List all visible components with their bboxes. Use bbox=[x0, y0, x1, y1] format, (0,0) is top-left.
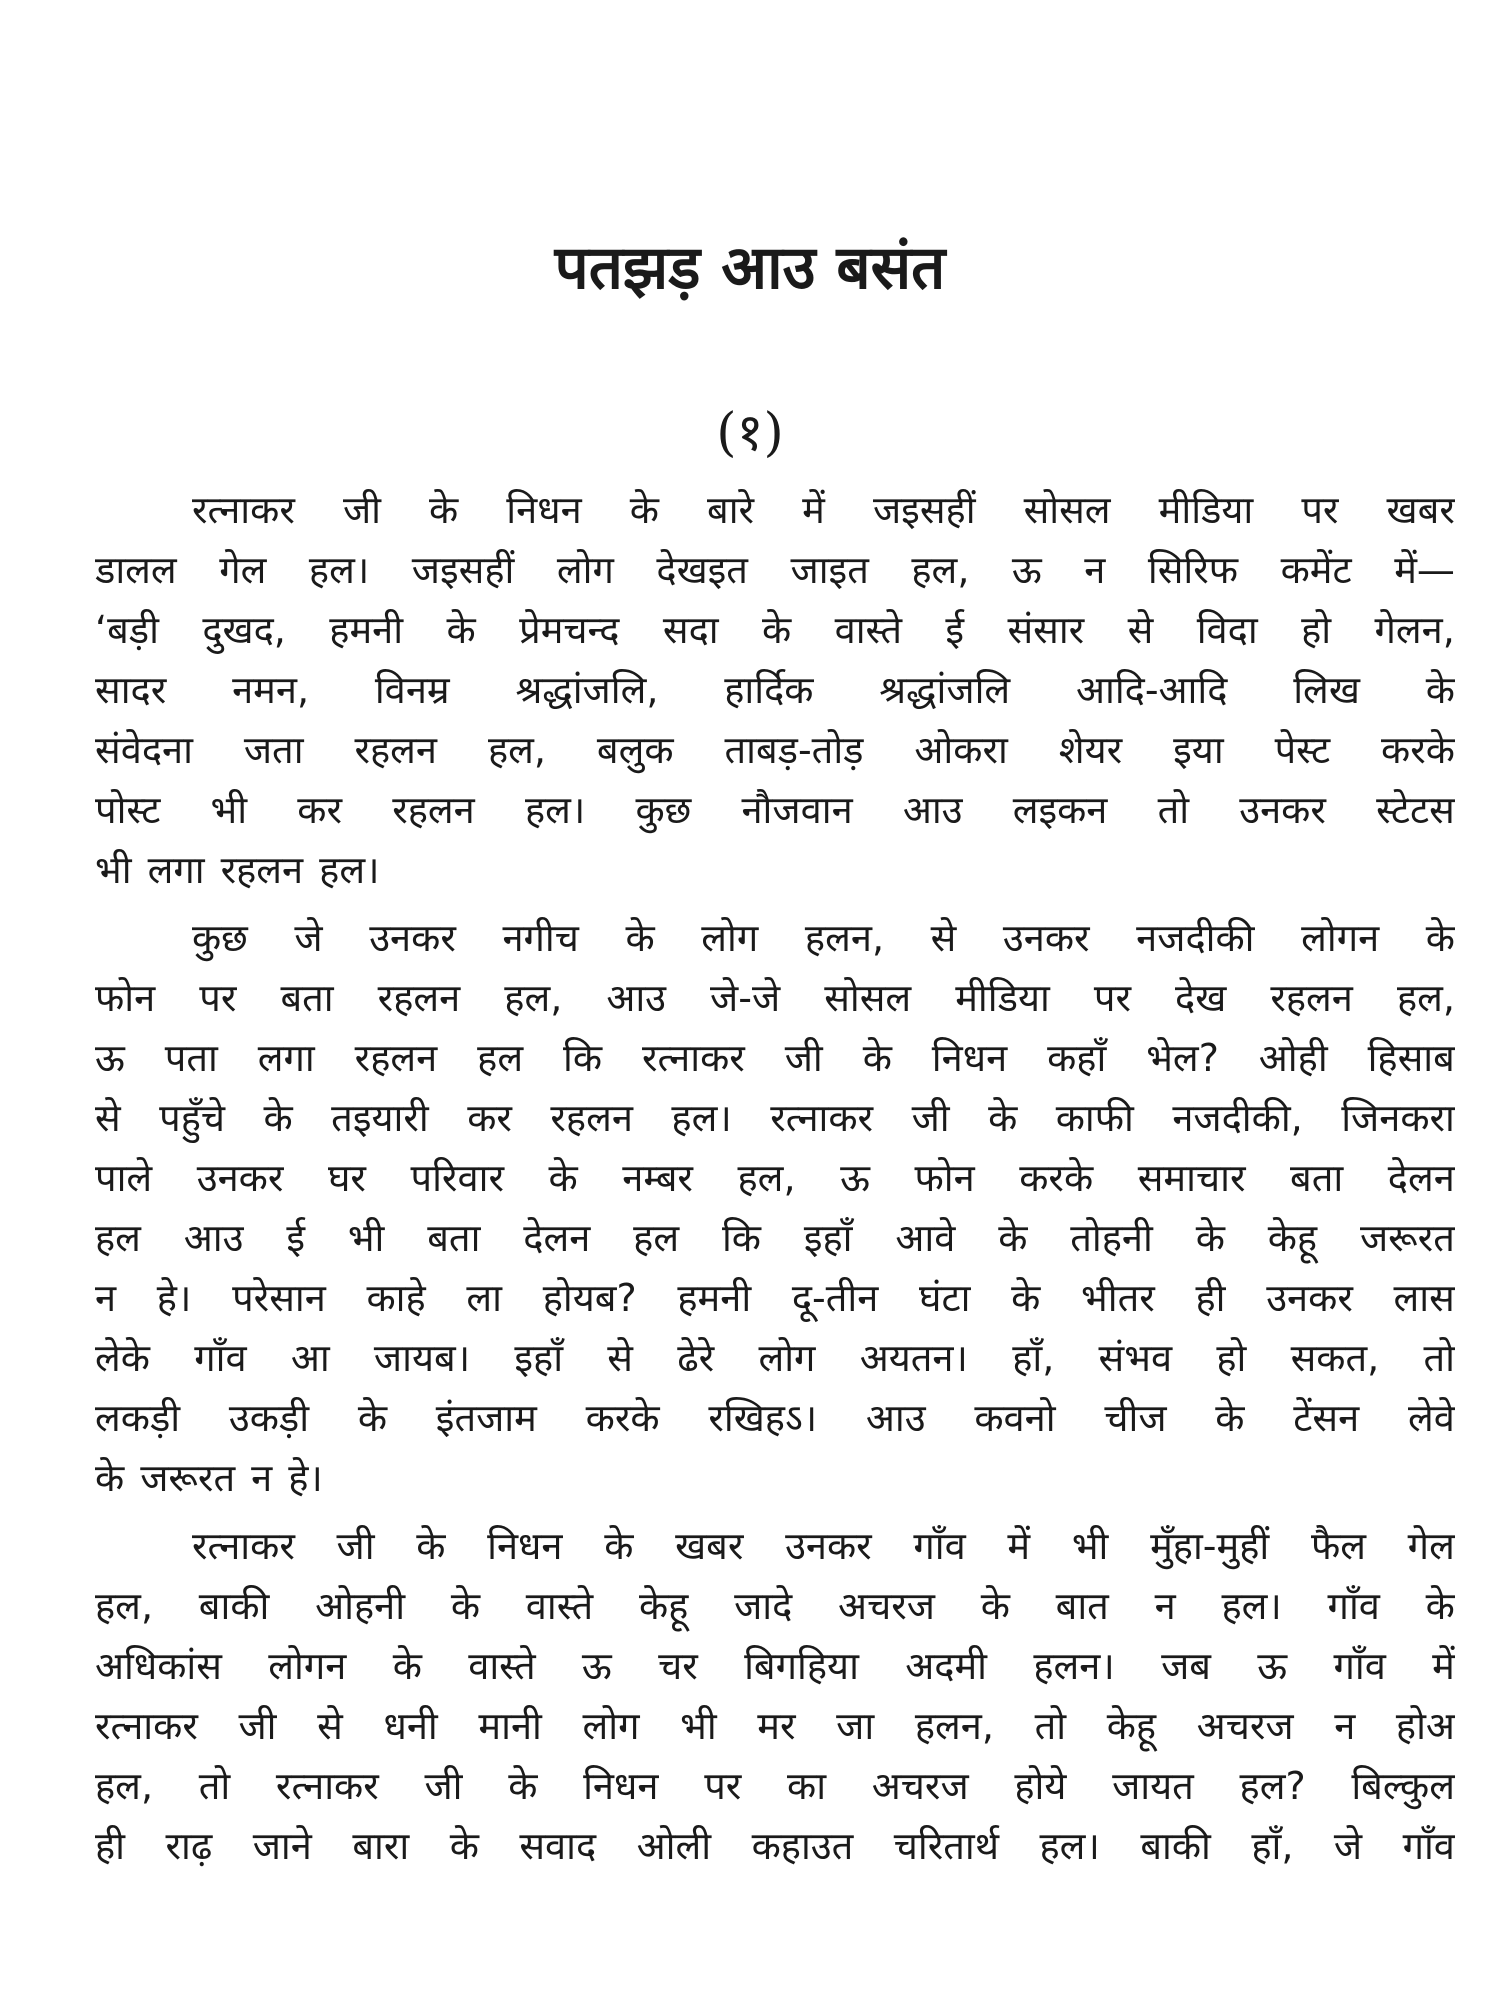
text-line: ‘बड़ी दुखद, हमनी के प्रेमचन्द सदा के वास्ते ई संसार से विदा हो गेलन, bbox=[95, 608, 1455, 652]
text-line: भी लगा रहलन हल। bbox=[95, 848, 380, 892]
text-line: ही राढ़ जाने बारा के सवाद ओली कहाउत चरितार्थ हल। बाकी हाँ, जे गाँव bbox=[95, 1824, 1455, 1868]
text-line: अधिकांस लोगन के वास्ते ऊ चर बिगहिया अदमी हलन। जब ऊ गाँव में bbox=[95, 1644, 1455, 1688]
text-line: रत्नाकर जी से धनी मानी लोग भी मर जा हलन, तो केहू अचरज न होअ bbox=[95, 1704, 1455, 1748]
text-line: लेके गाँव आ जायब। इहाँ से ढेरे लोग अयतन। हाँ, संभव हो सकत, तो bbox=[95, 1336, 1455, 1380]
body-text bbox=[95, 480, 1455, 1884]
text-line: कुछ जे उनकर नगीच के लोग हलन, से उनकर नजदीकी लोगन के bbox=[192, 916, 1455, 960]
text-line: पाले उनकर घर परिवार के नम्बर हल, ऊ फोन करके समाचार बता देलन bbox=[95, 1156, 1455, 1200]
text-line: के जरूरत न हे। bbox=[95, 1456, 323, 1500]
text-line: से पहुँचे के तइयारी कर रहलन हल। रत्नाकर जी के काफी नजदीकी, जिनकरा bbox=[95, 1096, 1455, 1140]
section-number: (१) bbox=[716, 403, 784, 463]
paragraph bbox=[95, 480, 1455, 900]
text-line: पोस्ट भी कर रहलन हल। कुछ नौजवान आउ लइकन तो उनकर स्टेटस bbox=[95, 788, 1455, 832]
text-line: लकड़ी उकड़ी के इंतजाम करके रखिहऽ। आउ कवनो चीज के टेंसन लेवे bbox=[95, 1396, 1455, 1440]
text-line: हल आउ ई भी बता देलन हल कि इहाँ आवे के तोहनी के केहू जरूरत bbox=[95, 1216, 1455, 1260]
text-line: संवेदना जता रहलन हल, बलुक ताबड़-तोड़ ओकरा शेयर इया पेस्ट करके bbox=[95, 728, 1455, 772]
text-line: सादर नमन, विनम्र श्रद्धांजलि, हार्दिक श्रद्धांजलि आदि-आदि लिख के bbox=[95, 668, 1455, 712]
text-line: फोन पर बता रहलन हल, आउ जे-जे सोसल मीडिया पर देख रहलन हल, bbox=[95, 976, 1455, 1020]
paragraph bbox=[95, 1516, 1455, 1876]
text-line: ऊ पता लगा रहलन हल कि रत्नाकर जी के निधन कहाँ भेल? ओही हिसाब bbox=[95, 1036, 1455, 1080]
text-line: हल, बाकी ओहनी के वास्ते केहू जादे अचरज के बात न हल। गाँव के bbox=[95, 1584, 1455, 1628]
text-line: रत्नाकर जी के निधन के खबर उनकर गाँव में भी मुँहा-मुहीं फैल गेल bbox=[192, 1524, 1455, 1568]
paragraph bbox=[95, 908, 1455, 1508]
text-line: रत्नाकर जी के निधन के बारे में जइसहीं सोसल मीडिया पर खबर bbox=[192, 488, 1455, 532]
chapter-title: पतझड़ आउ बसंत bbox=[554, 233, 946, 303]
text-line: न हे। परेसान काहे ला होयब? हमनी दू-तीन घंटा के भीतर ही उनकर लास bbox=[95, 1276, 1455, 1320]
text-line: हल, तो रत्नाकर जी के निधन पर का अचरज होये जायत हल? बिल्कुल bbox=[95, 1764, 1455, 1808]
text-line: डालल गेल हल। जइसहीं लोग देखइत जाइत हल, ऊ न सिरिफ कमेंट में— bbox=[95, 548, 1455, 592]
